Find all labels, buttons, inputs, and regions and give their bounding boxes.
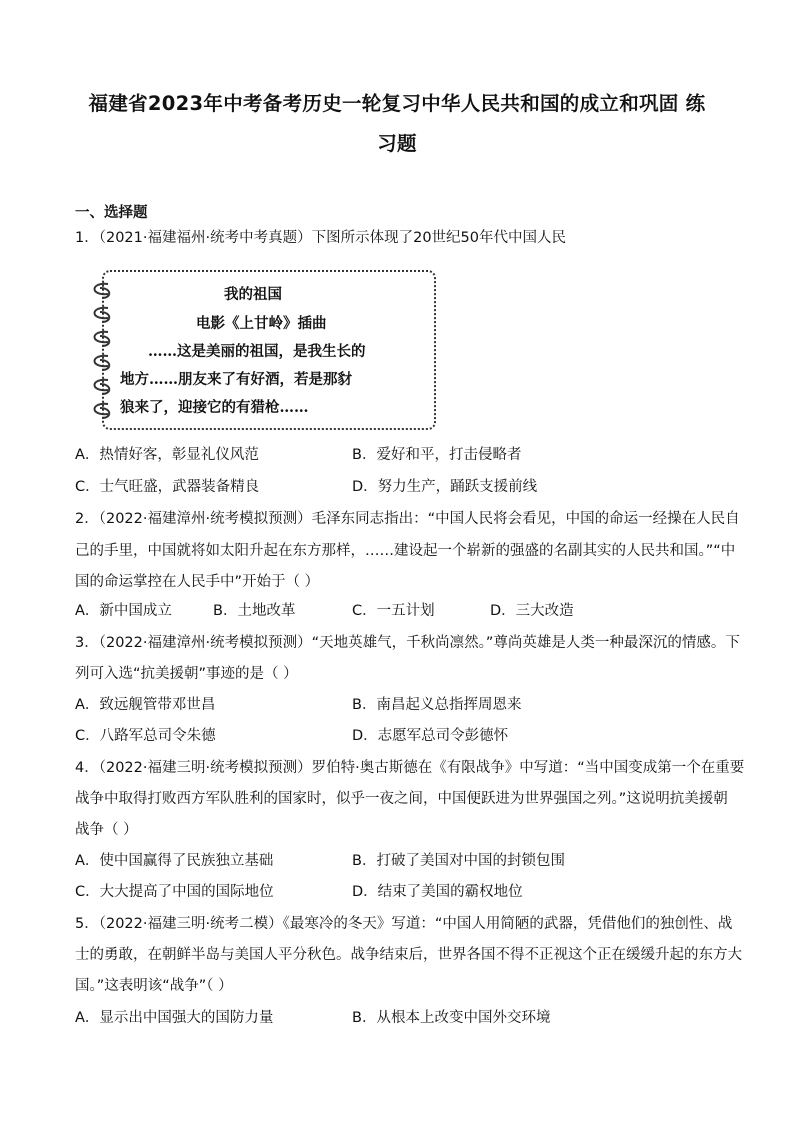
q3-option-d[interactable]: D．志愿军总司令彭德怀	[352, 728, 509, 744]
question-2-stem-line-2: 己的手里，中国就将如太阳升起在东方那样，……建设起一个崭新的强盛的名副其实的人民共和国。”“中	[75, 543, 736, 559]
q5-option-a[interactable]: A．显示出中国强大的国防力量	[75, 1010, 274, 1026]
q1-option-c[interactable]: C．士气旺盛，武器装备精良	[75, 479, 260, 495]
q4-option-c[interactable]: C．大大提高了中国的国际地位	[75, 884, 274, 900]
figure-subheading: 电影《上甘岭》插曲	[196, 315, 327, 332]
q2-option-c[interactable]: C．一五计划	[352, 603, 435, 619]
q1-option-d[interactable]: D．努力生产，踊跃支援前线	[352, 479, 538, 495]
question-4-stem-line-2: 战争中取得打败西方军队胜利的国家时，似乎一夜之间，中国便跃进为世界强国之列。”这说明抗美援朝	[75, 791, 728, 807]
figure-heading: 我的祖国	[224, 286, 282, 303]
q3-option-b[interactable]: B．南昌起义总指挥周恩来	[352, 697, 522, 713]
figure-lyric-line-2: 地方……朋友来了有好酒，若是那豺	[120, 371, 352, 388]
section-heading: 一、选择题	[75, 205, 148, 221]
q3-option-c[interactable]: C．八路军总司令朱德	[75, 728, 216, 744]
title-line-1: 福建省2023年中考备考历史一轮复习中华人民共和国的成立和巩固 练	[88, 92, 706, 115]
figure-lyric-line-1: ……这是美丽的祖国，是我生长的	[148, 343, 366, 360]
q4-option-a[interactable]: A．使中国赢得了民族独立基础	[75, 853, 274, 869]
q5-option-b[interactable]: B．从根本上改变中国外交环境	[352, 1010, 551, 1026]
title-line-2: 习题	[377, 132, 417, 155]
question-2-stem-line-1: 2．（2022·福建漳州·统考模拟预测）毛泽东同志指出：“中国人民将会看见，中国的命运一经操在人民自	[75, 511, 740, 527]
figure-lyric-line-3: 狼来了，迎接它的有猎枪……	[120, 399, 309, 416]
q2-option-a[interactable]: A．新中国成立	[75, 603, 172, 619]
q3-option-a[interactable]: A．致远舰管带邓世昌	[75, 697, 216, 713]
question-5-stem-line-2: 士的勇敢，在朝鲜半岛与美国人平分秋色。战争结束后，世界各国不得不正视这个正在缓缓升起的东方大	[75, 947, 742, 963]
question-5-stem-line-3: 国。”这表明该“战争”（ ）	[75, 978, 233, 994]
q2-option-b[interactable]: B．土地改革	[213, 603, 296, 619]
q1-option-a[interactable]: A．热情好客，彰显礼仪风范	[75, 447, 259, 463]
question-5-stem-line-1: 5．（2022·福建三明·统考二模）《最寒冷的冬天》写道：“中国人用简陋的武器，凭借他们的独创性、战	[75, 916, 733, 932]
q2-option-d[interactable]: D．三大改造	[490, 603, 574, 619]
document-title	[60, 84, 734, 164]
q4-option-d[interactable]: D．结束了美国的霸权地位	[352, 884, 523, 900]
question-3-stem-line-2: 列可入选“抗美援朝”事迹的是（ ）	[75, 666, 298, 682]
q1-option-b[interactable]: B．爱好和平，打击侵略者	[352, 447, 522, 463]
question-1-stem: 1．（2021·福建福州·统考中考真题）下图所示体现了20世纪50年代中国人民	[75, 230, 566, 246]
question-2-stem-line-3: 国的命运掌控在人民手中”开始于（ ）	[75, 574, 320, 590]
question-4-stem-line-1: 4．（2022·福建三明·统考模拟预测）罗伯特·奥古斯德在《有限战争》中写道：“当中国变成第一个在重要	[75, 760, 745, 776]
q4-option-b[interactable]: B．打破了美国对中国的封锁包围	[352, 853, 565, 869]
question-3-stem-line-1: 3．（2022·福建漳州·统考模拟预测）“天地英雄气，千秋尚凛然。”尊尚英雄是人类一种最深沉的情感。下	[75, 635, 740, 651]
question-4-stem-line-3: 战争（ ）	[75, 822, 138, 838]
